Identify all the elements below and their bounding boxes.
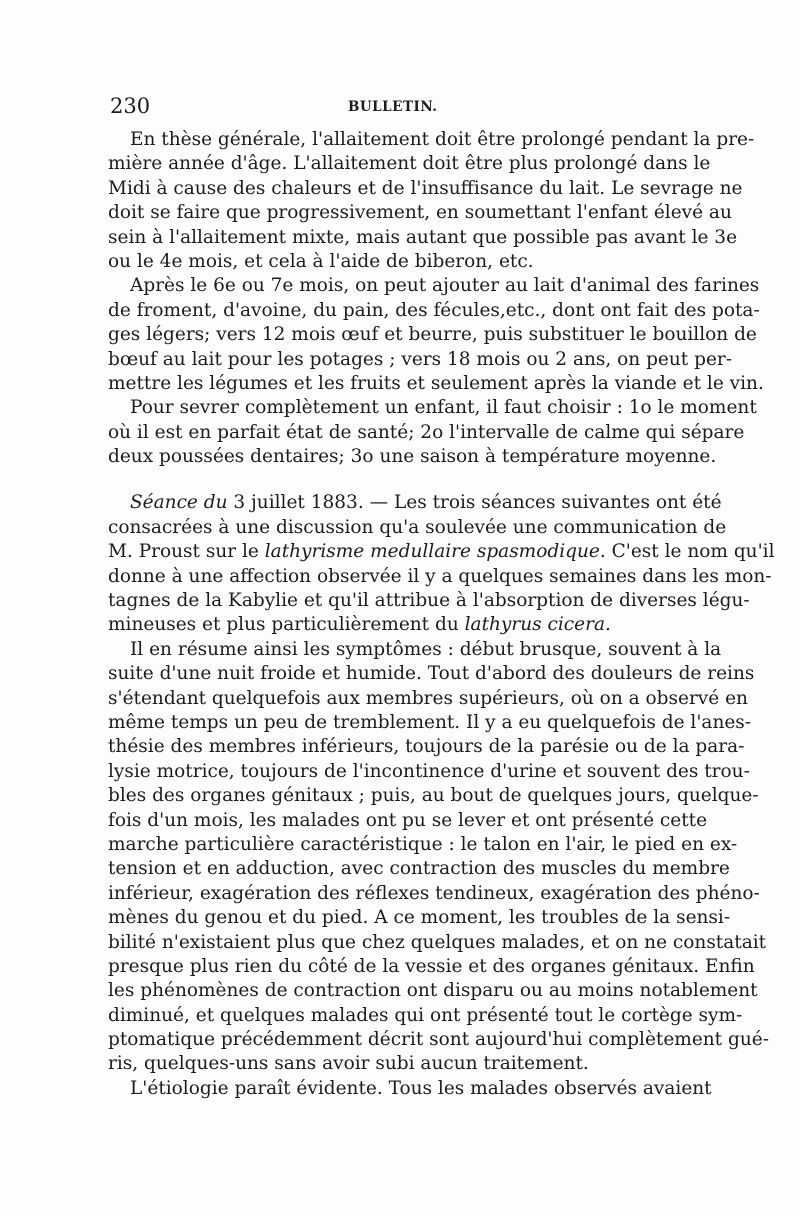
text-span: C'est le nom qu'il bbox=[605, 541, 775, 563]
text-line: diminué, et quelques malades qui ont présenté tout le cortège sym- bbox=[108, 1004, 743, 1026]
term-lathyrus-cicera: lathyrus cicera. bbox=[464, 614, 611, 636]
text-span: mineuses et plus particulièrement du bbox=[108, 614, 465, 636]
text-span: M. Proust sur le bbox=[108, 541, 265, 563]
paragraph-gap bbox=[108, 469, 694, 491]
text-line: Il en résume ainsi les symptômes : début brusque, souvent à la bbox=[130, 638, 722, 660]
page-header bbox=[110, 94, 694, 120]
text-line bbox=[108, 540, 775, 564]
body-text bbox=[108, 128, 775, 1101]
text-line: marche particulière caractéristique : le talon en l'air, le pied en ex- bbox=[108, 833, 738, 855]
text-line: En thèse générale, l'allaitement doit être prolongé pendant la pre- bbox=[130, 129, 755, 150]
text-line: doit se faire que progressivement, en soumettant l'enfant élevé au bbox=[108, 202, 732, 224]
text-line: mière année d'âge. L'allaitement doit être plus prolongé dans le bbox=[108, 153, 711, 175]
text-line: lysie motrice, toujours de l'incontinence d'urine et souvent des trou- bbox=[108, 760, 750, 782]
text-line: Midi à cause des chaleurs et de l'insuffisance du lait. Le sevrage ne bbox=[108, 177, 743, 199]
paragraph-etiologie bbox=[108, 1077, 712, 1101]
text-line: donne à une affection observée il y a quelques semaines dans les mon- bbox=[108, 565, 772, 587]
text-line bbox=[108, 613, 694, 637]
text-line: s'étendant quelquefois aux membres supérieurs, où on a observé en bbox=[108, 687, 748, 709]
text-line: suite d'une nuit froide et humide. Tout d'abord des douleurs de reins bbox=[108, 663, 755, 685]
text-line: bles des organes génitaux ; puis, au bout de quelques jours, quelque- bbox=[108, 785, 759, 807]
text-line: inférieur, exagération des réflexes tendineux, exagération des phéno- bbox=[108, 882, 760, 904]
page-number: 230 bbox=[110, 94, 151, 118]
text-line: thésie des membres inférieurs, toujours de la parésie ou de la para- bbox=[108, 736, 745, 758]
seance-year: 1883. bbox=[310, 492, 364, 514]
running-title: BULLETIN. bbox=[348, 99, 438, 115]
paragraph-symptomes bbox=[108, 638, 769, 1077]
text-line: tagnes de la Kabylie et qu'il attribue à l'absorption de diverses légu- bbox=[108, 590, 750, 612]
text-line: L'étiologie paraît évidente. Tous les malades observés avaient bbox=[130, 1077, 712, 1099]
text-line: bœuf au lait pour les potages ; vers 18 mois ou 2 ans, on peut per- bbox=[108, 348, 732, 370]
text-line: de froment, d'avoine, du pain, des fécules,etc., dont ont fait des pota- bbox=[108, 299, 760, 321]
paragraph-seance bbox=[108, 491, 775, 637]
text-line: Après le 6e ou 7e mois, on peut ajouter au lait d'animal des farines bbox=[130, 275, 760, 297]
term-lathyrisme: lathyrisme medullaire spasmodique. bbox=[264, 541, 606, 563]
text-line: les phénomènes de contraction ont disparu ou au moins notablement bbox=[108, 980, 758, 1002]
paragraph-sevrage bbox=[108, 396, 757, 469]
text-line: bilité n'existaient plus que chez quelques malades, et on ne constatait bbox=[108, 931, 767, 953]
text-line: ges légers; vers 12 mois œuf et beurre, puis substituer le bouillon de bbox=[108, 324, 757, 346]
paragraph-allaitement bbox=[108, 128, 755, 274]
text-line: ris, quelques-uns sans avoir subi aucun traitement. bbox=[108, 1053, 589, 1075]
text-line: fois d'un mois, les malades ont pu se lever et ont présenté cette bbox=[108, 809, 708, 831]
text-line: sein à l'allaitement mixte, mais autant que possible pas avant le 3e bbox=[108, 226, 738, 248]
text-line: tension et en adduction, avec contraction des muscles du membre bbox=[108, 858, 730, 880]
text-line: où il est en parfait état de santé; 2o l'intervalle de calme qui sépare bbox=[108, 421, 745, 443]
seance-date: 3 juillet bbox=[233, 492, 305, 514]
text-line: consacrées à une discussion qu'a soulevée une communication de bbox=[108, 516, 727, 538]
seance-text: — Les trois séances suivantes ont été bbox=[363, 492, 722, 514]
text-line: même temps un peu de tremblement. Il y a eu quelquefois de l'anes- bbox=[108, 711, 752, 733]
text-line: presque plus rien du côté de la vessie et des organes génitaux. Enfin bbox=[108, 955, 755, 977]
paragraph-alimentation bbox=[108, 274, 764, 396]
text-line: mettre les légumes et les fruits et seulement après la viande et le vin. bbox=[108, 372, 764, 394]
text-line: mènes du genou et du pied. A ce moment, les troubles de la sensi- bbox=[108, 907, 731, 929]
text-line: ou le 4e mois, et cela à l'aide de biberon, etc. bbox=[108, 250, 534, 272]
text-line: Pour sevrer complètement un enfant, il faut choisir : 1o le moment bbox=[130, 397, 757, 419]
text-line: ptomatique précédemment décrit sont aujourd'hui complètement gué- bbox=[108, 1029, 769, 1051]
text-line bbox=[108, 491, 722, 515]
text-line: deux poussées dentaires; 3o une saison à température moyenne. bbox=[108, 446, 717, 468]
seance-label: Séance du bbox=[130, 492, 228, 514]
